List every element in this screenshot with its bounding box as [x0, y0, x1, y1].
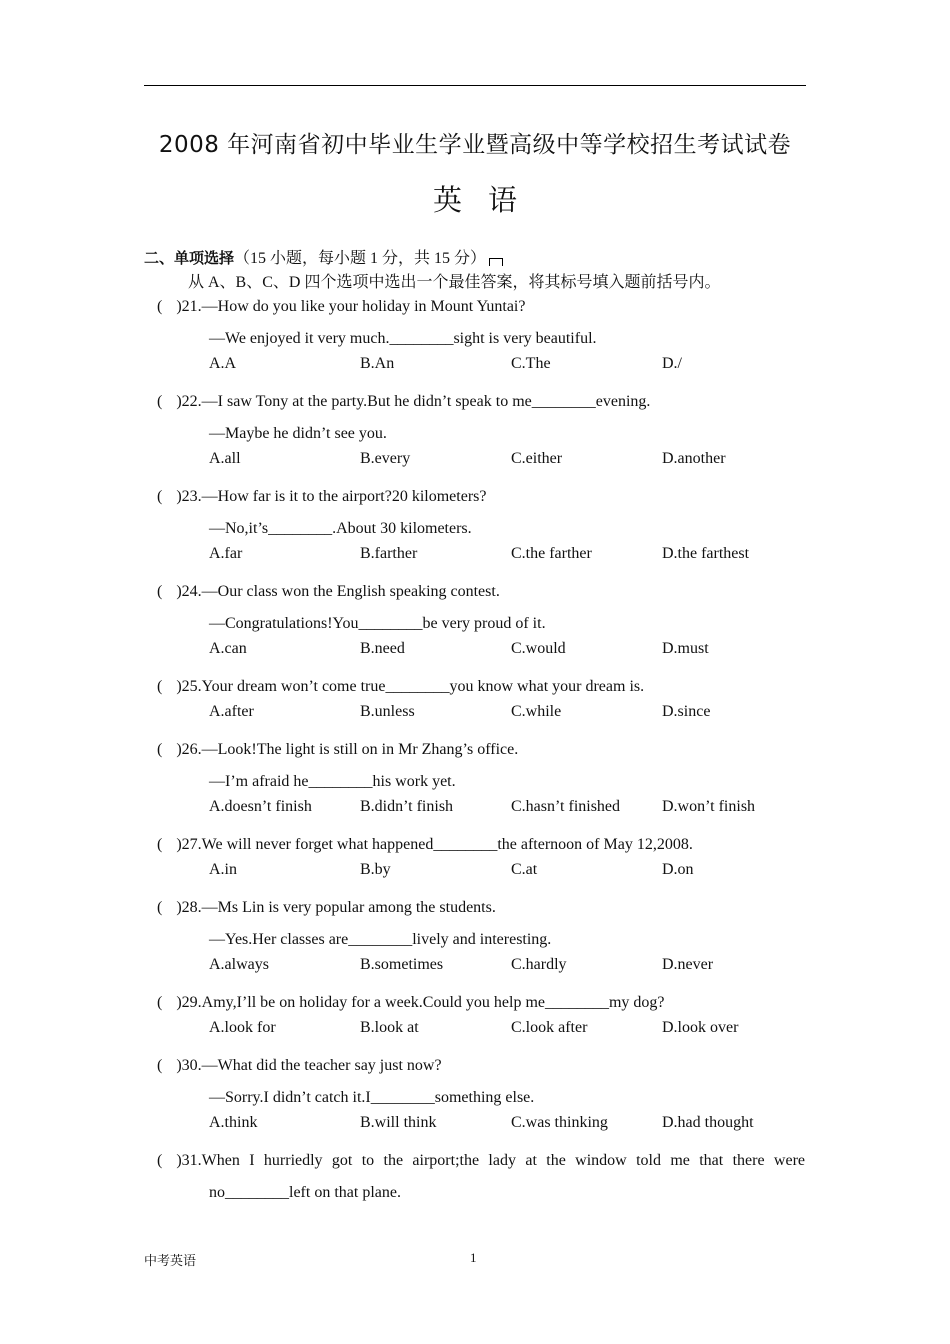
question-31-line1: [157, 1152, 805, 1170]
subject-title: 英语: [432, 183, 543, 217]
question-reply: —Sorry.I didn’t catch it.I________something else.: [209, 1089, 535, 1106]
question-text: 28.—Ms Lin is very popular among the students.: [181, 899, 496, 916]
option-a: A.A: [209, 355, 237, 372]
option-a: A.all: [209, 450, 241, 467]
option-c: C.hardly: [511, 956, 567, 973]
option-c: C.would: [511, 640, 566, 657]
option-d: D.must: [662, 640, 709, 657]
option-d: D.another: [662, 450, 726, 467]
question-stem: [157, 488, 486, 506]
section-instruction: 从 A、B、C、D 四个选项中选出一个最佳答案，将其标号填入题前括号内。: [188, 274, 721, 291]
option-c: C.was thinking: [511, 1114, 608, 1131]
option-b: B.by: [360, 861, 391, 878]
answer-paren-open: (: [157, 1152, 163, 1169]
section-heading-label: 二、单项选择: [144, 249, 235, 267]
answer-paren-open: (: [157, 298, 163, 315]
question-stem: [157, 899, 496, 917]
question-stem: [157, 298, 525, 316]
option-c: C.hasn’t finished: [511, 798, 621, 815]
question-31-text: 31.When I hurriedly got to the airport;the lady at the window told me that there were: [181, 1152, 805, 1169]
option-d: D.since: [662, 703, 711, 720]
option-a: A.after: [209, 703, 254, 720]
question-text: 24.—Our class won the English speaking contest.: [181, 583, 500, 600]
edit-mark-icon: [489, 258, 503, 266]
answer-paren-open: (: [157, 488, 163, 505]
question-stem: [157, 1057, 442, 1075]
option-d: D.had thought: [662, 1114, 754, 1131]
option-a: A.doesn’t finish: [209, 798, 312, 815]
option-c: C.the farther: [511, 545, 592, 562]
question-text: 21.—How do you like your holiday in Mount Yuntai?: [181, 298, 526, 315]
option-d: D.look over: [662, 1019, 739, 1036]
section-heading-note: （15 小题，每小题 1 分，共 15 分）: [234, 250, 487, 267]
option-c: C.at: [511, 861, 538, 878]
question-stem: [157, 583, 500, 601]
answer-paren-open: (: [157, 836, 163, 853]
option-b: B.didn’t finish: [360, 798, 454, 815]
question-stem: [157, 994, 665, 1012]
option-b: B.An: [360, 355, 395, 372]
option-c: C.The: [511, 355, 551, 372]
answer-paren-close: ): [176, 488, 182, 505]
answer-paren-open: (: [157, 994, 163, 1011]
question-text: 27.We will never forget what happened________the afternoon of May 12,2008.: [181, 836, 693, 853]
answer-paren-close: ): [176, 583, 182, 600]
answer-paren-close: ): [176, 1057, 182, 1074]
question-stem: [157, 393, 650, 411]
answer-paren-open: (: [157, 1057, 163, 1074]
question-reply: —Congratulations!You________be very proud of it.: [209, 615, 546, 632]
option-a: A.always: [209, 956, 269, 973]
question-text: 25.Your dream won’t come true________you know what your dream is.: [181, 678, 645, 695]
option-b: B.farther: [360, 545, 418, 562]
page-number: 1: [470, 1250, 477, 1265]
option-a: A.can: [209, 640, 247, 657]
option-b: B.every: [360, 450, 411, 467]
option-a: A.look for: [209, 1019, 276, 1036]
question-text: 22.—I saw Tony at the party.But he didn’t speak to me________evening.: [181, 393, 651, 410]
option-a: A.think: [209, 1114, 258, 1131]
answer-paren-open: (: [157, 678, 163, 695]
answer-paren-close: ): [176, 1152, 182, 1169]
option-b: B.will think: [360, 1114, 437, 1131]
option-b: B.unless: [360, 703, 415, 720]
option-c: C.look after: [511, 1019, 588, 1036]
option-b: B.look at: [360, 1019, 419, 1036]
answer-paren-open: (: [157, 393, 163, 410]
option-d: D.won’t finish: [662, 798, 756, 815]
question-text: 23.—How far is it to the airport?20 kilometers?: [181, 488, 487, 505]
question-reply: —No,it’s________.About 30 kilometers.: [209, 520, 472, 537]
answer-paren-open: (: [157, 899, 163, 916]
option-b: B.sometimes: [360, 956, 444, 973]
answer-paren-open: (: [157, 583, 163, 600]
exam-title: 2008 年河南省初中毕业生学业暨高级中等学校招生考试试卷: [158, 132, 792, 158]
answer-paren-close: ): [176, 678, 182, 695]
top-rule: [144, 85, 806, 86]
question-stem: [157, 678, 644, 696]
option-d: D./: [662, 355, 682, 372]
option-b: B.need: [360, 640, 405, 657]
question-reply: —Yes.Her classes are________lively and interesting.: [209, 931, 552, 948]
option-d: D.never: [662, 956, 714, 973]
question-stem: [157, 741, 518, 759]
option-d: D.the farthest: [662, 545, 750, 562]
answer-paren-open: (: [157, 741, 163, 758]
question-text: 29.Amy,I’ll be on holiday for a week.Could you help me________my dog?: [181, 994, 665, 1011]
option-c: C.either: [511, 450, 563, 467]
answer-paren-close: ): [176, 899, 182, 916]
option-d: D.on: [662, 861, 694, 878]
question-reply: —Maybe he didn’t see you.: [209, 425, 387, 442]
footer-label: 中考英语: [144, 1253, 197, 1268]
answer-paren-close: ): [176, 298, 182, 315]
question-31-line2: no________left on that plane.: [209, 1184, 401, 1201]
question-reply: —I’m afraid he________his work yet.: [209, 773, 456, 790]
answer-paren-close: ): [176, 741, 182, 758]
option-c: C.while: [511, 703, 562, 720]
option-a: A.in: [209, 861, 237, 878]
question-stem: [157, 836, 693, 854]
answer-paren-close: ): [176, 836, 182, 853]
option-a: A.far: [209, 545, 243, 562]
question-text: 26.—Look!The light is still on in Mr Zhang’s office.: [181, 741, 519, 758]
section-heading: [144, 245, 503, 268]
question-reply: —We enjoyed it very much.________sight is very beautiful.: [209, 330, 597, 347]
question-text: 30.—What did the teacher say just now?: [181, 1057, 442, 1074]
answer-paren-close: ): [176, 994, 182, 1011]
answer-paren-close: ): [176, 393, 182, 410]
